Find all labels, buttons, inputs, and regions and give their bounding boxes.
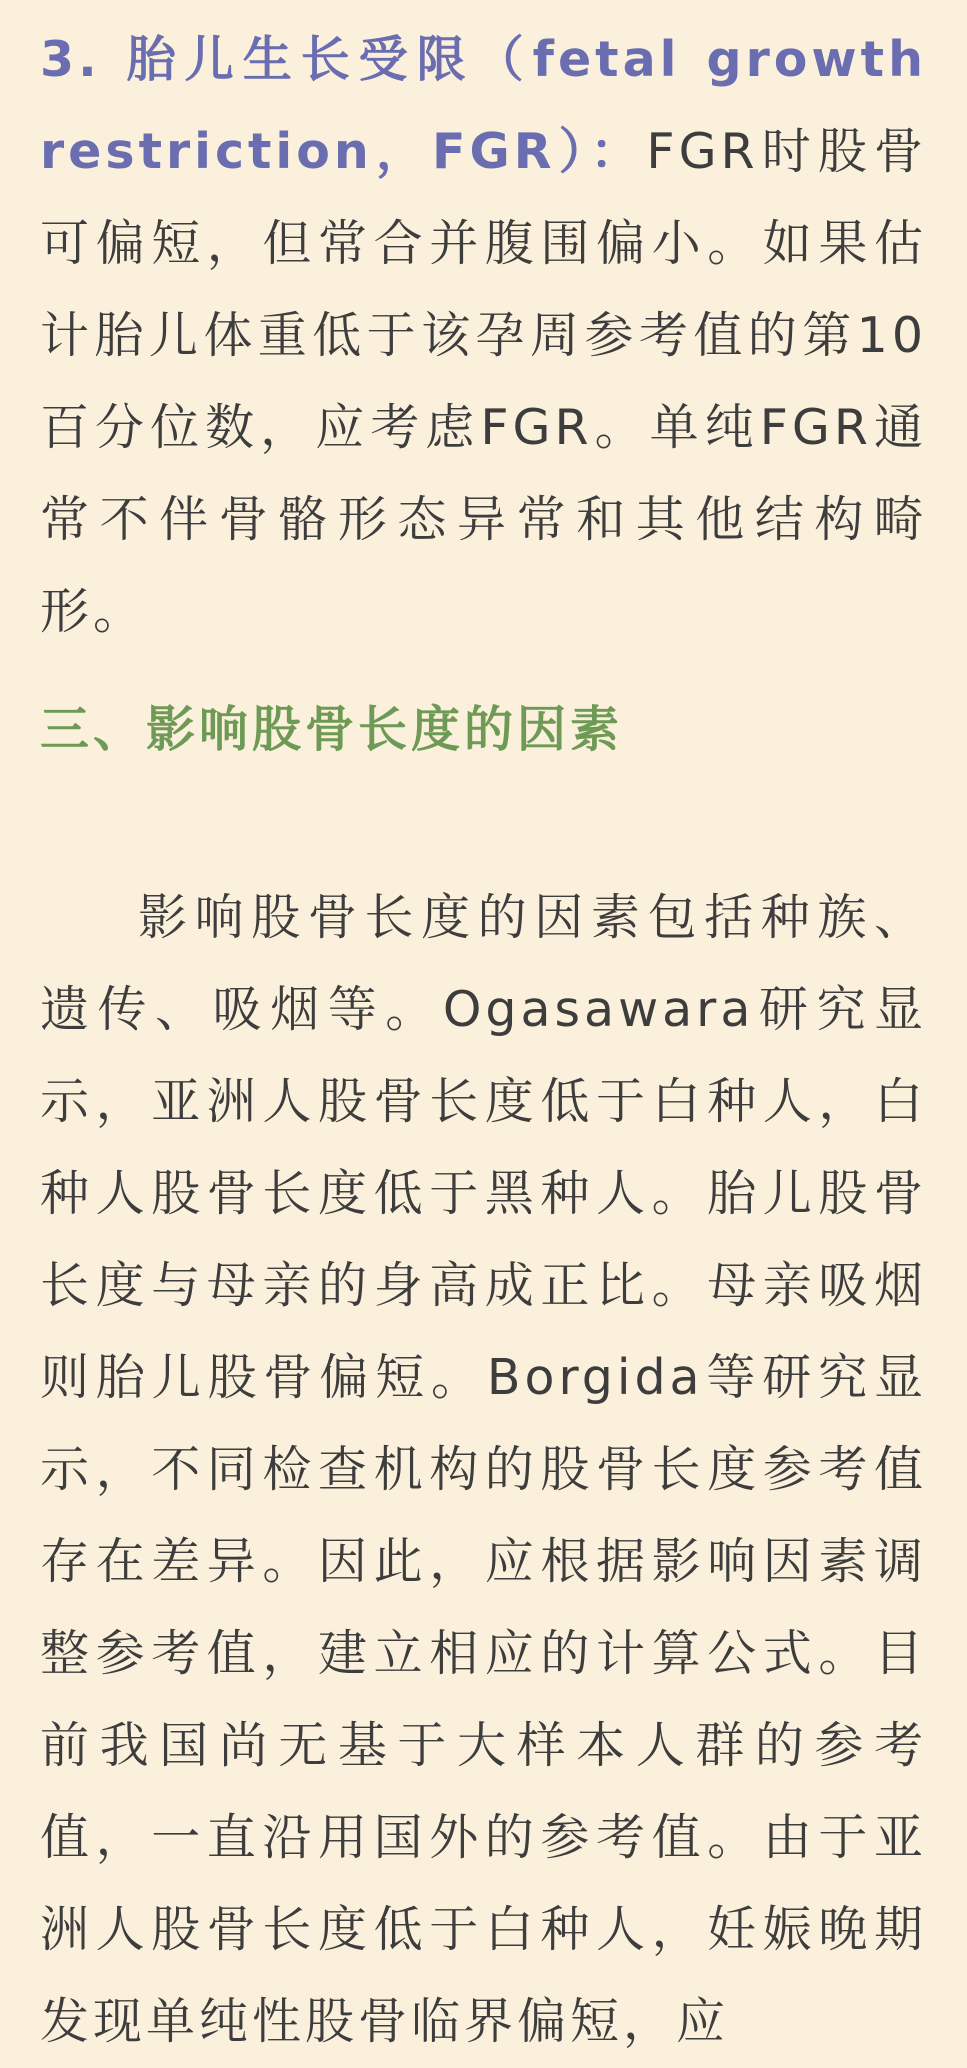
fgr-lead-title: 3. 胎儿生长受限（fetal growth restriction，FGR）： [40,31,927,180]
fgr-body-text: FGR时股骨可偏短，但常合并腹围偏小。如果估计胎儿体重低于该孕周参考值的第10百分位数，应考虑FGR。单纯FGR通常不伴骨骼形态异常和其他结构畸形。 [40,123,928,640]
paragraph-fgr [40,14,927,658]
paragraph-factors: 影响股骨长度的因素包括种族、遗传、吸烟等。Ogasawara研究显示，亚洲人股骨长度低于白种人，白种人股骨长度低于黑种人。胎儿股骨长度与母亲的身高成正比。母亲吸烟则胎儿股骨偏短。Borgida等研究显示，不同检查机构的股骨长度参考值存在差异。因此，应根据影响因素调整参考值，建立相应的计算公式。目前我国尚无基于大样本人群的参考值，一直沿用国外的参考值。由于亚洲人股骨长度低于白种人，妊娠晚期发现单纯性股骨临界偏短，应 [40,889,927,2050]
section-heading-factors: 三、影响股骨长度的因素 [40,701,624,758]
